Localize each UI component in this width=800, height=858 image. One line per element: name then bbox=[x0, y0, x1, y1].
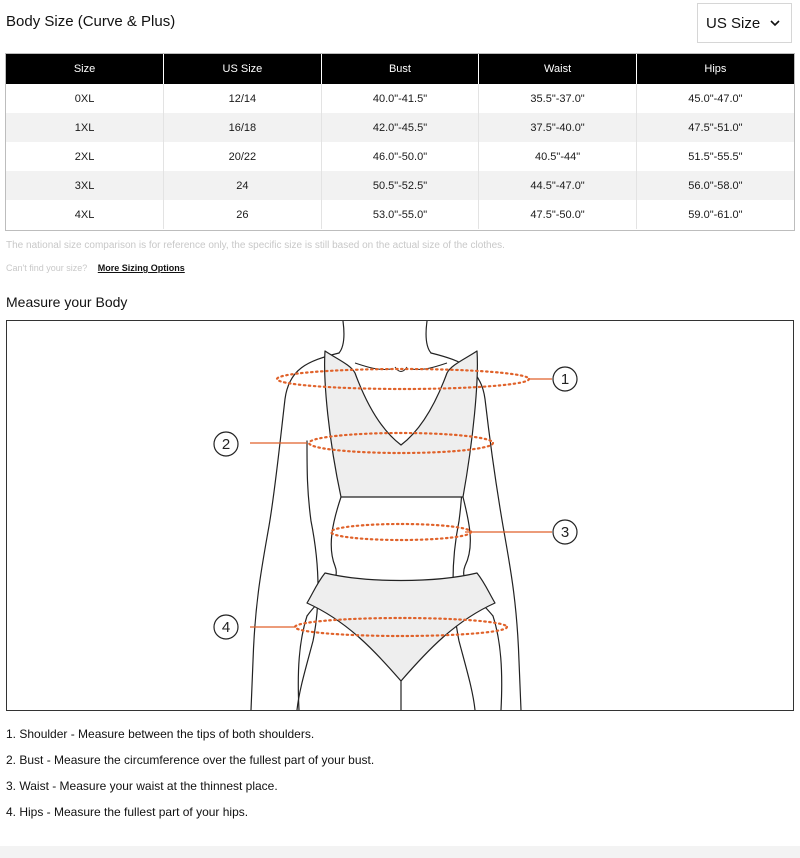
column-header-us-size: US Size bbox=[164, 54, 322, 84]
table-cell: 40.5"-44" bbox=[479, 142, 637, 171]
measure-section-title: Measure your Body bbox=[6, 294, 128, 310]
chevron-down-icon bbox=[768, 16, 782, 30]
table-cell: 1XL bbox=[6, 113, 164, 142]
column-header-waist: Waist bbox=[479, 54, 637, 84]
find-size-prompt: Can't find your size? bbox=[6, 263, 88, 273]
column-header-size: Size bbox=[6, 54, 164, 84]
page-title: Body Size (Curve & Plus) bbox=[6, 13, 176, 30]
size-unit-select[interactable] bbox=[697, 3, 792, 43]
marker-4-label: 4 bbox=[221, 619, 231, 636]
marker-2 bbox=[214, 432, 238, 456]
table-row bbox=[6, 171, 794, 200]
body-illustration bbox=[7, 321, 793, 710]
table-cell: 46.0"-50.0" bbox=[321, 142, 479, 171]
table-cell: 47.5"-51.0" bbox=[636, 113, 794, 142]
more-sizing-options-link[interactable]: More Sizing Options bbox=[97, 263, 185, 273]
instruction-waist: 3. Waist - Measure your waist at the thinnest place. bbox=[6, 779, 278, 793]
table-cell: 3XL bbox=[6, 171, 164, 200]
instruction-shoulder: 1. Shoulder - Measure between the tips of both shoulders. bbox=[6, 727, 315, 741]
table-cell: 16/18 bbox=[164, 113, 322, 142]
table-row bbox=[6, 84, 794, 113]
table-cell: 24 bbox=[164, 171, 322, 200]
table-row bbox=[6, 142, 794, 171]
size-disclaimer: The national size comparison is for reference only, the specific size is still based on the actual size of the clothes. bbox=[6, 240, 505, 251]
table-cell: 47.5"-50.0" bbox=[479, 200, 637, 229]
size-guide-header bbox=[0, 0, 800, 50]
table-cell: 44.5"-47.0" bbox=[479, 171, 637, 200]
table-cell: 56.0"-58.0" bbox=[636, 171, 794, 200]
table-row bbox=[6, 113, 794, 142]
marker-3 bbox=[553, 520, 577, 544]
marker-4 bbox=[214, 615, 238, 639]
table-cell: 12/14 bbox=[164, 84, 322, 113]
instruction-hips: 4. Hips - Measure the fullest part of your hips. bbox=[6, 805, 249, 819]
column-header-hips: Hips bbox=[636, 54, 794, 84]
table-cell: 50.5"-52.5" bbox=[321, 171, 479, 200]
table-header-row bbox=[6, 54, 794, 84]
table-cell: 4XL bbox=[6, 200, 164, 229]
table-cell: 26 bbox=[164, 200, 322, 229]
table-cell: 53.0"-55.0" bbox=[321, 200, 479, 229]
measure-instructions bbox=[6, 727, 374, 831]
marker-2-label: 2 bbox=[221, 436, 231, 453]
body-measurement-diagram bbox=[6, 320, 794, 711]
table-cell: 0XL bbox=[6, 84, 164, 113]
table-cell: 2XL bbox=[6, 142, 164, 171]
table-cell: 59.0"-61.0" bbox=[688, 208, 743, 221]
marker-1 bbox=[553, 367, 577, 391]
instruction-bust: 2. Bust - Measure the circumference over the fullest part of your bust. bbox=[6, 753, 375, 767]
table-cell: 45.0"-47.0" bbox=[688, 92, 743, 105]
size-unit-select-value: US Size bbox=[706, 15, 761, 32]
table-cell: 35.5"-37.0" bbox=[479, 84, 637, 113]
marker-1-label: 1 bbox=[560, 371, 570, 388]
size-table bbox=[5, 53, 795, 231]
table-cell: 51.5"-55.5" bbox=[688, 150, 743, 163]
table-cell: 42.0"-45.5" bbox=[321, 113, 479, 142]
marker-3-label: 3 bbox=[560, 524, 570, 541]
waist-measure-line bbox=[331, 524, 471, 540]
find-size-row bbox=[6, 263, 185, 273]
shoulder-measure-line bbox=[277, 369, 529, 389]
table-row bbox=[6, 200, 794, 229]
footer-bar bbox=[0, 846, 800, 858]
table-cell: 37.5"-40.0" bbox=[479, 113, 637, 142]
column-header-bust: Bust bbox=[321, 54, 479, 84]
table-cell: 40.0"-41.5" bbox=[321, 84, 479, 113]
table-cell: 20/22 bbox=[164, 142, 322, 171]
